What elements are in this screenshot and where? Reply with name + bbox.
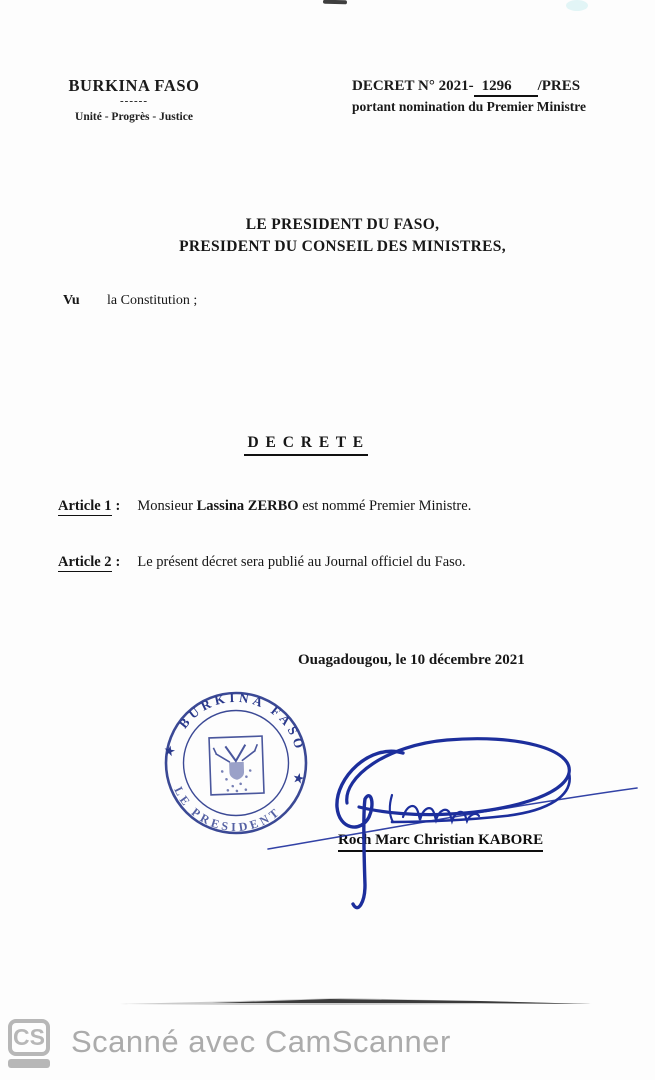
article-2 [58,554,466,571]
decree-subject: portant nomination du Premier Ministre [352,99,586,114]
article-1 [58,498,471,515]
article-1-text-bold: Lassina ZERBO [196,498,299,514]
country-name: BURKINA FASO [68,76,200,95]
scan-artifact-top-smudge [566,0,588,11]
decree-heading: D E C R E T E [244,434,367,456]
signature-j-loop [337,751,403,907]
stamp-star-left-icon: ★ [162,742,177,759]
document-title [30,214,655,258]
stamp-star-right-icon: ★ [291,770,306,787]
stamp-bottom-text: LE PRESIDENT [171,784,284,835]
article-1-text-after: est nommé Premier Ministre. [298,498,472,514]
header-right-block [352,78,632,115]
camscanner-logo-text: CS [13,1024,45,1050]
scan-artifact-bottom-streak [0,992,655,1012]
decree-prefix: DECRET N° 2021- [352,78,474,94]
signatory-name: Roch Marc Christian KABORE [338,832,543,852]
article-2-colon: : [115,554,121,570]
camscanner-text: Scanné avec CamScanner [71,1024,451,1059]
article-2-label: Article 2 [58,554,112,570]
article-1-text [137,498,471,514]
title-line-1: LE PRESIDENT DU FASO, [245,216,440,233]
article-2-text [137,554,465,570]
national-motto: Unité - Progrès - Justice [75,111,193,123]
visa-label: Vu [63,293,80,308]
article-2-text-before: Le présent décret sera publié au Journal officiel du Faso. [137,554,466,570]
camscanner-logo [8,1019,54,1068]
decree-number: 1296 [474,78,538,97]
decree-number-line [352,78,632,95]
signature [265,683,655,923]
article-1-colon: : [115,498,121,514]
signature-squiggle [390,795,479,822]
visa-text: la Constitution ; [107,293,198,308]
camscanner-logo-box [8,1019,50,1056]
stamp-emblem [209,736,264,795]
dateline: Ouagadougou, le 10 décembre 2021 [298,652,525,668]
decree-suffix: /PRES [537,78,581,94]
title-line-2: PRESIDENT DU CONSEIL DES MINISTRES, [179,238,506,255]
article-1-text-before: Monsieur [137,498,197,514]
camscanner-logo-base [8,1059,50,1068]
article-1-label: Article 1 [58,498,112,514]
scan-artifact-top-dash [323,0,347,4]
header-left-block [58,76,210,123]
header-separator: ------ [120,95,148,107]
stamp-top-text: BURKINA FASO [175,689,309,754]
decree-heading-row [0,434,612,456]
